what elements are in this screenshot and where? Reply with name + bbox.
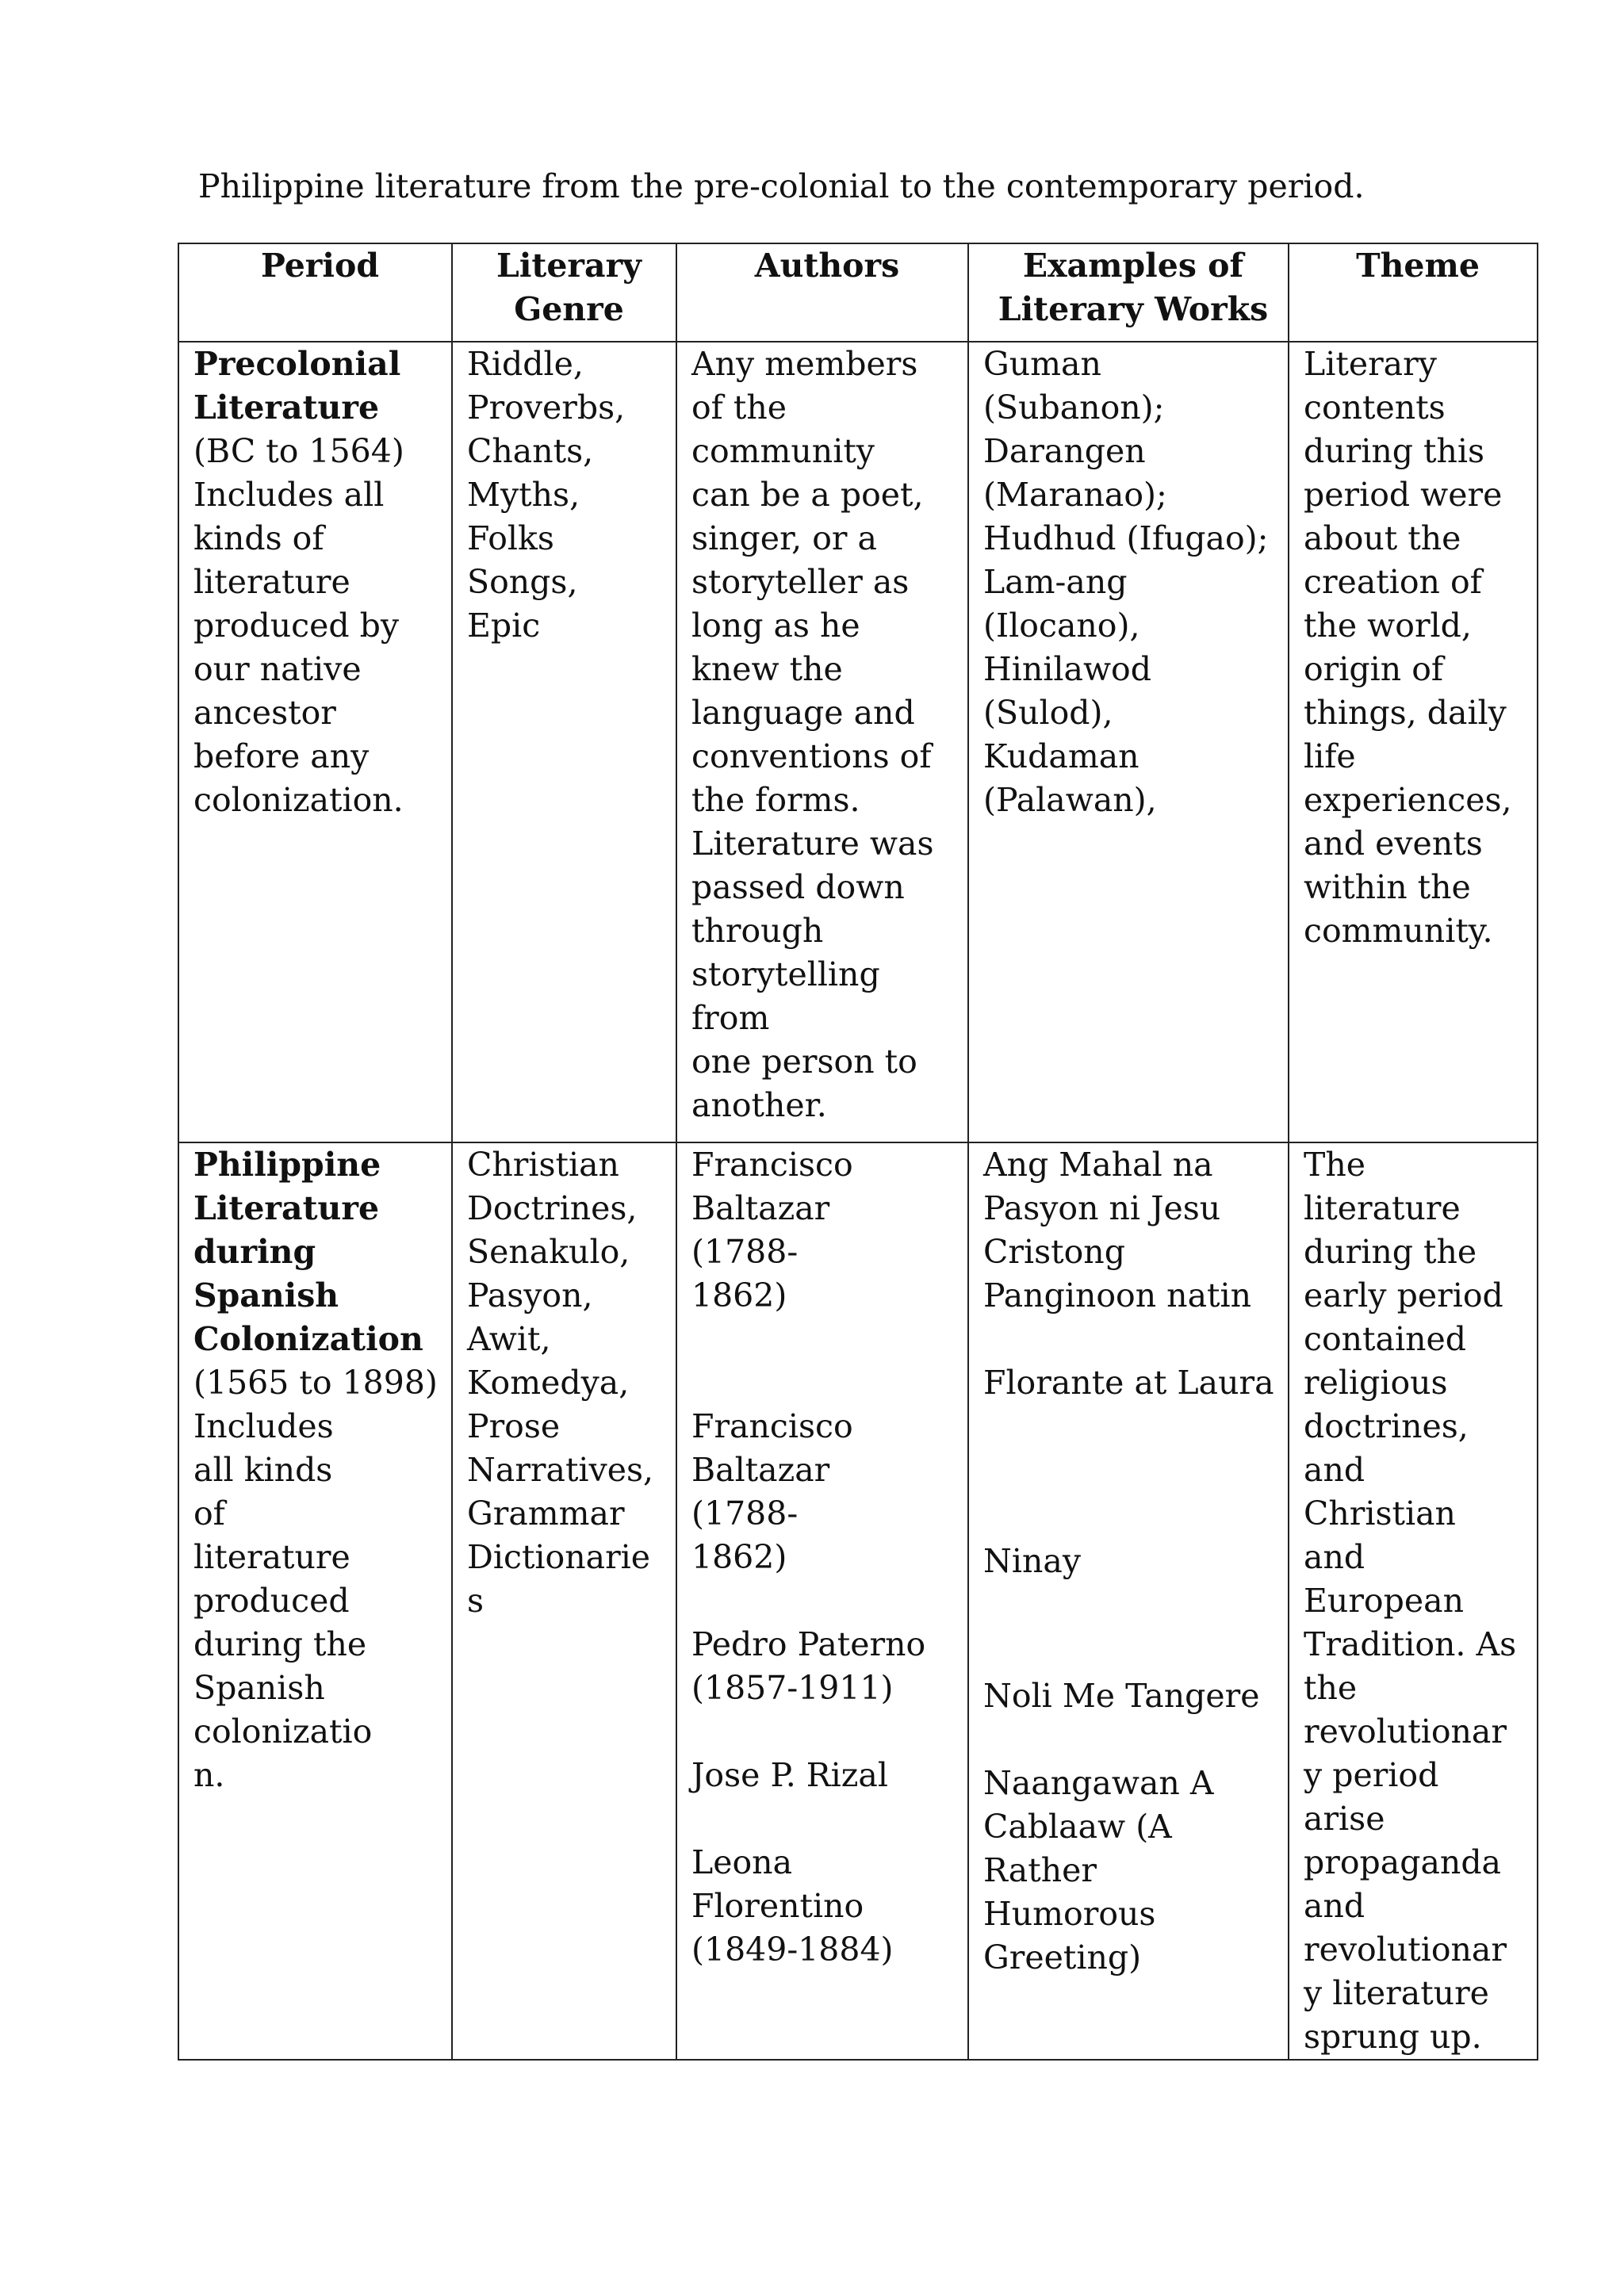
- cell-period: [178, 1142, 452, 2060]
- cell-theme: The literature during the early period contained religious doctrines, and Christian and European Tradition. As the revolutionar y period arise propaganda and revolutionar y literature sprung up.: [1289, 1142, 1538, 2060]
- cell-authors: Any members of the community can be a poet, singer, or a storyteller as long as he knew the language and conventions of the forms. Literature was passed down through storytelling from one person to another.: [676, 342, 968, 1142]
- header-theme: Theme: [1289, 243, 1538, 342]
- period-description: (BC to 1564) Includes all kinds of literature produced by our native ancestor before any colonization.: [193, 432, 404, 819]
- cell-genre: Riddle, Proverbs, Chants, Myths, Folks Songs, Epic: [452, 342, 676, 1142]
- cell-authors: [676, 1142, 968, 2060]
- cell-examples: [968, 1142, 1289, 2060]
- header-examples: Examples of Literary Works: [968, 243, 1289, 342]
- author-entry: Francisco Baltazar (1788- 1862): [691, 1407, 853, 1576]
- cell-theme: Literary contents during this period were about the creation of the world, origin of things, daily life experiences, and events within the community.: [1289, 342, 1538, 1142]
- table-row-precolonial: [178, 342, 1538, 1142]
- table-row-spanish: [178, 1142, 1538, 2060]
- period-title: Philippine Literature during Spanish Colonization: [193, 1146, 423, 1358]
- author-entry: Francisco Baltazar (1788- 1862): [691, 1146, 853, 1314]
- header-period: Period: [178, 243, 452, 342]
- example-entry: Florante at Laura: [983, 1364, 1274, 1402]
- example-entry: Ang Mahal na Pasyon ni Jesu Cristong Panginoon natin: [983, 1146, 1252, 1314]
- cell-genre: Christian Doctrines, Senakulo, Pasyon, Awit, Komedya, Prose Narratives, Grammar Dictionarie s: [452, 1142, 676, 2060]
- author-entry: Pedro Paterno (1857-1911): [691, 1625, 926, 1707]
- author-entry: Leona Florentino (1849-1884): [691, 1843, 894, 1969]
- period-description: (1565 to 1898) Includes all kinds of literature produced during the Spanish colonizatio n.: [193, 1364, 438, 1794]
- table-caption: Philippine literature from the pre-colonial to the contemporary period.: [198, 167, 1365, 205]
- example-entry: Naangawan A Cablaaw (A Rather Humorous Greeting): [983, 1764, 1214, 1976]
- cell-period: [178, 342, 452, 1142]
- example-entry: Noli Me Tangere: [983, 1677, 1260, 1715]
- header-authors: Authors: [676, 243, 968, 342]
- cell-examples: Guman (Subanon); Darangen (Maranao); Hudhud (Ifugao); Lam-ang (Ilocano), Hinilawod (Sulod), Kudaman (Palawan),: [968, 342, 1289, 1142]
- header-literary-genre: Literary Genre: [452, 243, 676, 342]
- period-title: Precolonial Literature: [193, 345, 401, 427]
- literature-table: [178, 243, 1538, 2061]
- example-entry: Ninay: [983, 1542, 1081, 1580]
- table-header-row: [178, 243, 1538, 342]
- author-entry: Jose P. Rizal: [691, 1756, 888, 1794]
